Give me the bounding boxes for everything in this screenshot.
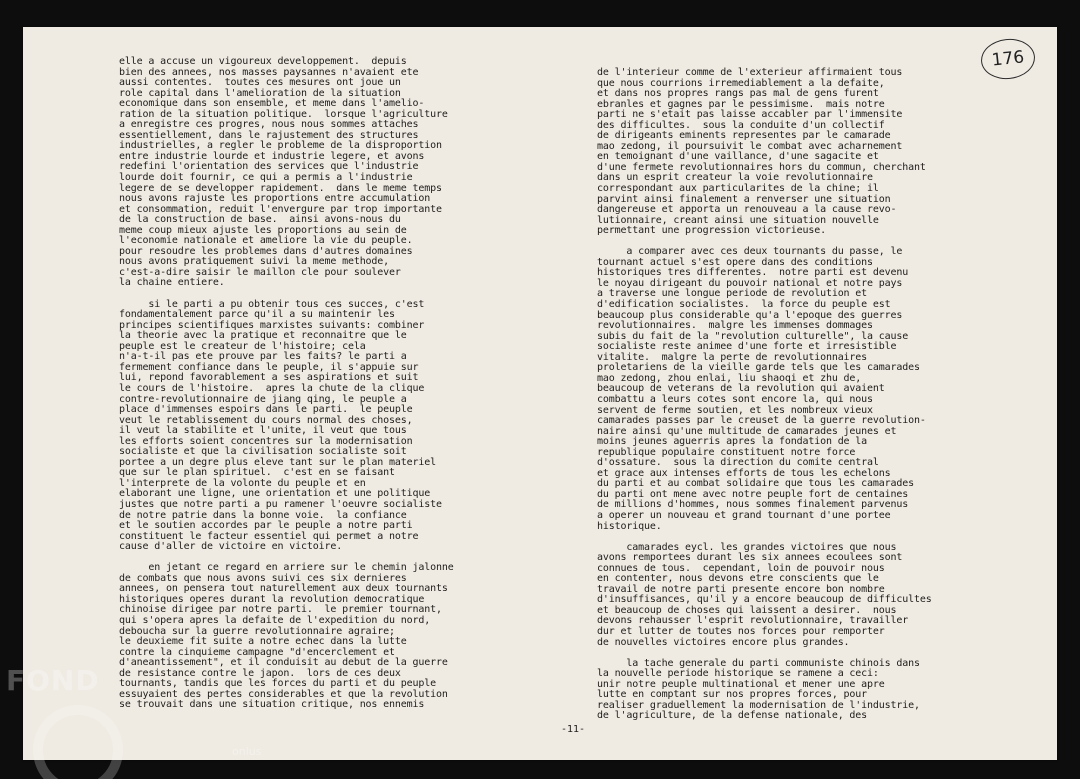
text-line: historiques operes durant la revolution democratique	[119, 593, 425, 605]
text-line: moins jeunes aguerris apres la fondation de la	[597, 436, 868, 448]
text-line: mao zedong, il poursuivit le combat avec acharnement	[597, 140, 903, 152]
document-page	[23, 27, 1057, 760]
text-line: combattu a leurs cotes sont encore la, qui nous	[597, 393, 873, 405]
text-line: d'ossature. sous la direction du comite central	[597, 457, 879, 469]
text-line: fermement confiance dans le peuple, il s'appuie sur	[119, 361, 419, 373]
text-line: legere de se developper rapidement. dans le meme temps	[119, 182, 442, 194]
text-line: les efforts soient concentres sur la modernisation	[119, 435, 413, 447]
text-line: en jetant ce regard en arriere sur le chemin jalonne	[119, 562, 454, 574]
text-column-left	[119, 57, 519, 711]
text-line: nous avons rajuste les proportions entre accumulation	[119, 193, 431, 205]
text-line: naire ainsi qu'une multitude de camarades jeunes et	[597, 425, 897, 437]
text-line: de nouvelles victoires encore plus grandes.	[597, 636, 850, 648]
text-line: la chaine entiere.	[119, 277, 225, 289]
text-line: dans un esprit createur la voie revolutionnaire	[597, 172, 873, 184]
text-line: en contenter, nous devons etre conscients que le	[597, 573, 879, 585]
text-line: historiques tres differentes. notre parti est devenu	[597, 267, 909, 279]
text-line: lui, repond favorablement a ses aspirations et suit	[119, 372, 419, 384]
text-line: et beaucoup de choses qui laissent a desirer. nous	[597, 604, 897, 616]
text-line: ebranles et gagnes par le pessimisme. mais notre	[597, 98, 885, 110]
text-line: devons rehausser l'esprit revolutionnaire, travailler	[597, 615, 909, 627]
text-line: le deuxieme fit suite a notre echec dans la lutte	[119, 636, 407, 648]
text-line: veut le retablissement du cours normal des choses,	[119, 414, 413, 426]
text-line: redefini l'orientation des services que l'industrie	[119, 161, 419, 173]
text-line: parvint ainsi finalement a renverser une situation	[597, 193, 891, 205]
text-line: il veut la stabilite et l'unite, il veut que tous	[119, 425, 407, 437]
text-line: camarades passes par le creuset de la guerre revolution-	[597, 415, 926, 427]
text-line: peuple est le createur de l'histoire; cela	[119, 340, 366, 352]
text-line: camarades eycl. les grandes victoires que nous	[597, 541, 897, 553]
text-line: d'insuffisances, qu'il y a encore beaucoup de difficultes	[597, 594, 932, 606]
text-line: la nouvelle periode historique se ramene a ceci:	[597, 668, 879, 680]
archive-stamp-number: 176	[979, 36, 1037, 81]
text-line: annees, on pensera tout naturellement aux deux tournants	[119, 583, 448, 595]
text-line: economique dans son ensemble, et meme dans l'amelio-	[119, 98, 425, 110]
text-line: vitalite. malgre la perte de revolutionnaires	[597, 351, 868, 363]
text-line: portee a un degre plus eleve tant sur le plan materiel	[119, 456, 437, 468]
text-line: correspondant aux particularites de la chine; il	[597, 183, 879, 195]
text-line: socialiste reste animee d'une forte et irresistible	[597, 341, 897, 353]
text-line: travail de notre parti presente encore bon nombre	[597, 583, 885, 595]
text-line: si le parti a pu obtenir tous ces succes, c'est	[119, 298, 425, 310]
text-line: beaucoup de veterans de la revolution qui avaient	[597, 383, 885, 395]
text-line: tournant actuel s'est opere dans des conditions	[597, 256, 873, 268]
text-line: socialiste et que la civilisation socialiste soit	[119, 446, 407, 458]
text-line: elaborant une ligne, une orientation et une politique	[119, 488, 431, 500]
text-line: permettant une progression victorieuse.	[597, 225, 826, 237]
text-line: realiser graduellement la modernisation de l'industrie,	[597, 699, 920, 711]
text-line: a enregistre ces progres, nous nous sommes attaches	[119, 119, 419, 131]
text-line: servent de ferme soutien, et les nombreux vieux	[597, 404, 873, 416]
text-line: deboucha sur la guerre revolutionnaire agraire;	[119, 625, 395, 637]
text-line: en temoignant d'une vaillance, d'une sagacite et	[597, 151, 879, 163]
text-line: que sur le plan spirituel. c'est en se faisant	[119, 467, 395, 479]
text-line: le cours de l'histoire. apres la chute de la clique	[119, 382, 425, 394]
text-line: et grace aux intenses efforts de tous les echelons	[597, 467, 891, 479]
text-line: historique.	[597, 520, 662, 532]
text-line: republique populaire constituent notre force	[597, 446, 856, 458]
text-line: d'edification socialistes. la force du peuple est	[597, 299, 891, 311]
text-line: place d'immenses espoirs dans le parti. le peuple	[119, 404, 413, 416]
text-line: pour resoudre les problemes dans d'autres domaines	[119, 245, 413, 257]
text-line: et consommation, reduit l'envergure par trop importante	[119, 203, 442, 215]
text-line: de resistance contre le japon. lors de ces deux	[119, 667, 401, 679]
text-line: c'est-a-dire saisir le maillon cle pour soulever	[119, 266, 401, 278]
text-column-right	[597, 68, 997, 722]
text-line: que nous courrions irremediablement a la defaite,	[597, 77, 885, 89]
text-line: nous avons pratiquement suivi la meme methode,	[119, 256, 390, 268]
text-line: contre la cinquieme campagne "d'encerclement et	[119, 646, 395, 658]
text-line: de notre patrie dans la bonne voie. la confiance	[119, 509, 407, 521]
text-line: unir notre peuple multinational et mener une apre	[597, 678, 885, 690]
text-line: la theorie avec la pratique et reconnaitre que le	[119, 330, 407, 342]
text-line: fondamentalement parce qu'il a su maintenir les	[119, 309, 395, 321]
text-line	[119, 289, 519, 300]
text-line: du parti et au combat solidaire que tous les camarades	[597, 478, 915, 490]
text-line: avons remportees durant les six annees ecoulees sont	[597, 552, 903, 564]
page-number: -11-	[561, 724, 586, 735]
text-line: contre-revolutionnaire de jiang qing, le peuple a	[119, 393, 407, 405]
watermark-subtitle: onlus	[232, 745, 262, 758]
text-line: de millions d'hommes, nous sommes finalement parvenus	[597, 499, 909, 511]
text-line: ration de la situation politique. lorsque l'agriculture	[119, 108, 448, 120]
text-line: bien des annees, nos masses paysannes n'avaient ete	[119, 66, 419, 78]
text-line: role capital dans l'amelioration de la situation	[119, 87, 401, 99]
text-line: justes que notre parti a pu ramener l'oeuvre socialiste	[119, 498, 442, 510]
text-line: et dans nos propres rangs pas mal de gens furent	[597, 88, 879, 100]
text-line: du parti ont mene avec notre peuple fort de centaines	[597, 488, 909, 500]
text-line: a traverse une longue periode de revolution et	[597, 288, 868, 300]
text-line: principes scientifiques marxistes suivants: combiner	[119, 319, 425, 331]
text-line: essentiellement, dans le rajustement des structures	[119, 129, 419, 141]
text-line: industrielles, a regler le probleme de la disproportion	[119, 140, 442, 152]
text-line: n'a-t-il pas ete prouve par les faits? le parti a	[119, 351, 407, 363]
text-line: des difficultes. sous la conduite d'un collectif	[597, 119, 885, 131]
text-line: dur et lutter de toutes nos forces pour remporter	[597, 625, 885, 637]
text-line: a comparer avec ces deux tournants du passe, le	[597, 246, 903, 258]
text-line: elle a accuse un vigoureux developpement. depuis	[119, 56, 407, 67]
text-line: meme coup mieux ajuste les proportions au sein de	[119, 224, 407, 236]
text-line: de l'agriculture, de la defense nationale, des	[597, 710, 868, 722]
text-line: lourde doit fournir, ce qui a permis a l'industrie	[119, 172, 413, 184]
text-line: aussi contentes. toutes ces mesures ont joue un	[119, 77, 401, 89]
text-line: chinoise dirigee par notre parti. le premier tournant,	[119, 604, 442, 616]
text-line: et le soutien accordes par le peuple a notre parti	[119, 520, 413, 532]
text-line: de combats que nous avons suivi ces six dernieres	[119, 572, 407, 584]
text-line: parti ne s'etait pas laisse accabler par l'immensite	[597, 109, 903, 121]
text-line: a operer un nouveau et grand tournant d'une portee	[597, 509, 891, 521]
text-line: d'une fermete revolutionnaires hors du commun, cherchant	[597, 161, 926, 173]
text-line: se trouvait dans une situation critique, nos ennemis	[119, 699, 425, 711]
text-line: subis du fait de la "revolution culturelle", la cause	[597, 330, 909, 342]
text-line: d'aneantissement", et il conduisit au debut de la guerre	[119, 657, 448, 669]
text-line: la tache generale du parti communiste chinois dans	[597, 657, 920, 669]
text-line: constituent le facteur essentiel qui permet a notre	[119, 530, 419, 542]
text-line: proletariens de la vieille garde tels que les camarades	[597, 362, 920, 374]
text-line: de dirigeants eminents representes par le camarade	[597, 130, 891, 142]
text-line: mao zedong, zhou enlai, liu shaoqi et zhu de,	[597, 372, 862, 384]
text-line: lutte en comptant sur nos propres forces, pour	[597, 689, 868, 701]
text-line: connues de tous. cependant, loin de pouvoir nous	[597, 562, 885, 574]
text-line: dangereuse et apporta un renouveau a la cause revo-	[597, 204, 897, 216]
text-line: l'economie nationale et ameliore la vie du peuple.	[119, 235, 413, 247]
text-line: tournants, tandis que les forces du parti et du peuple	[119, 678, 437, 690]
text-line: cause d'aller de victoire en victoire.	[119, 541, 343, 553]
text-line: l'interprete de la volonte du peuple et en	[119, 477, 366, 489]
text-line: le noyau dirigeant du pouvoir national et notre pays	[597, 277, 903, 289]
text-line: qui s'opera apres la defaite de l'expedition du nord,	[119, 614, 431, 626]
text-line: lutionnaire, creant ainsi une situation nouvelle	[597, 214, 879, 226]
text-line: beaucoup plus considerable qu'a l'epoque des guerres	[597, 309, 903, 321]
text-line: de l'interieur comme de l'exterieur affirmaient tous	[597, 67, 903, 78]
text-line: revolutionnaires. malgre les immenses dommages	[597, 320, 873, 332]
text-line: essuyaient des pertes considerables et que la revolution	[119, 688, 448, 700]
text-line: de la construction de base. ainsi avons-nous du	[119, 214, 401, 226]
watermark-title: FOND	[6, 664, 100, 697]
text-line: entre industrie lourde et industrie legere, et avons	[119, 150, 425, 162]
